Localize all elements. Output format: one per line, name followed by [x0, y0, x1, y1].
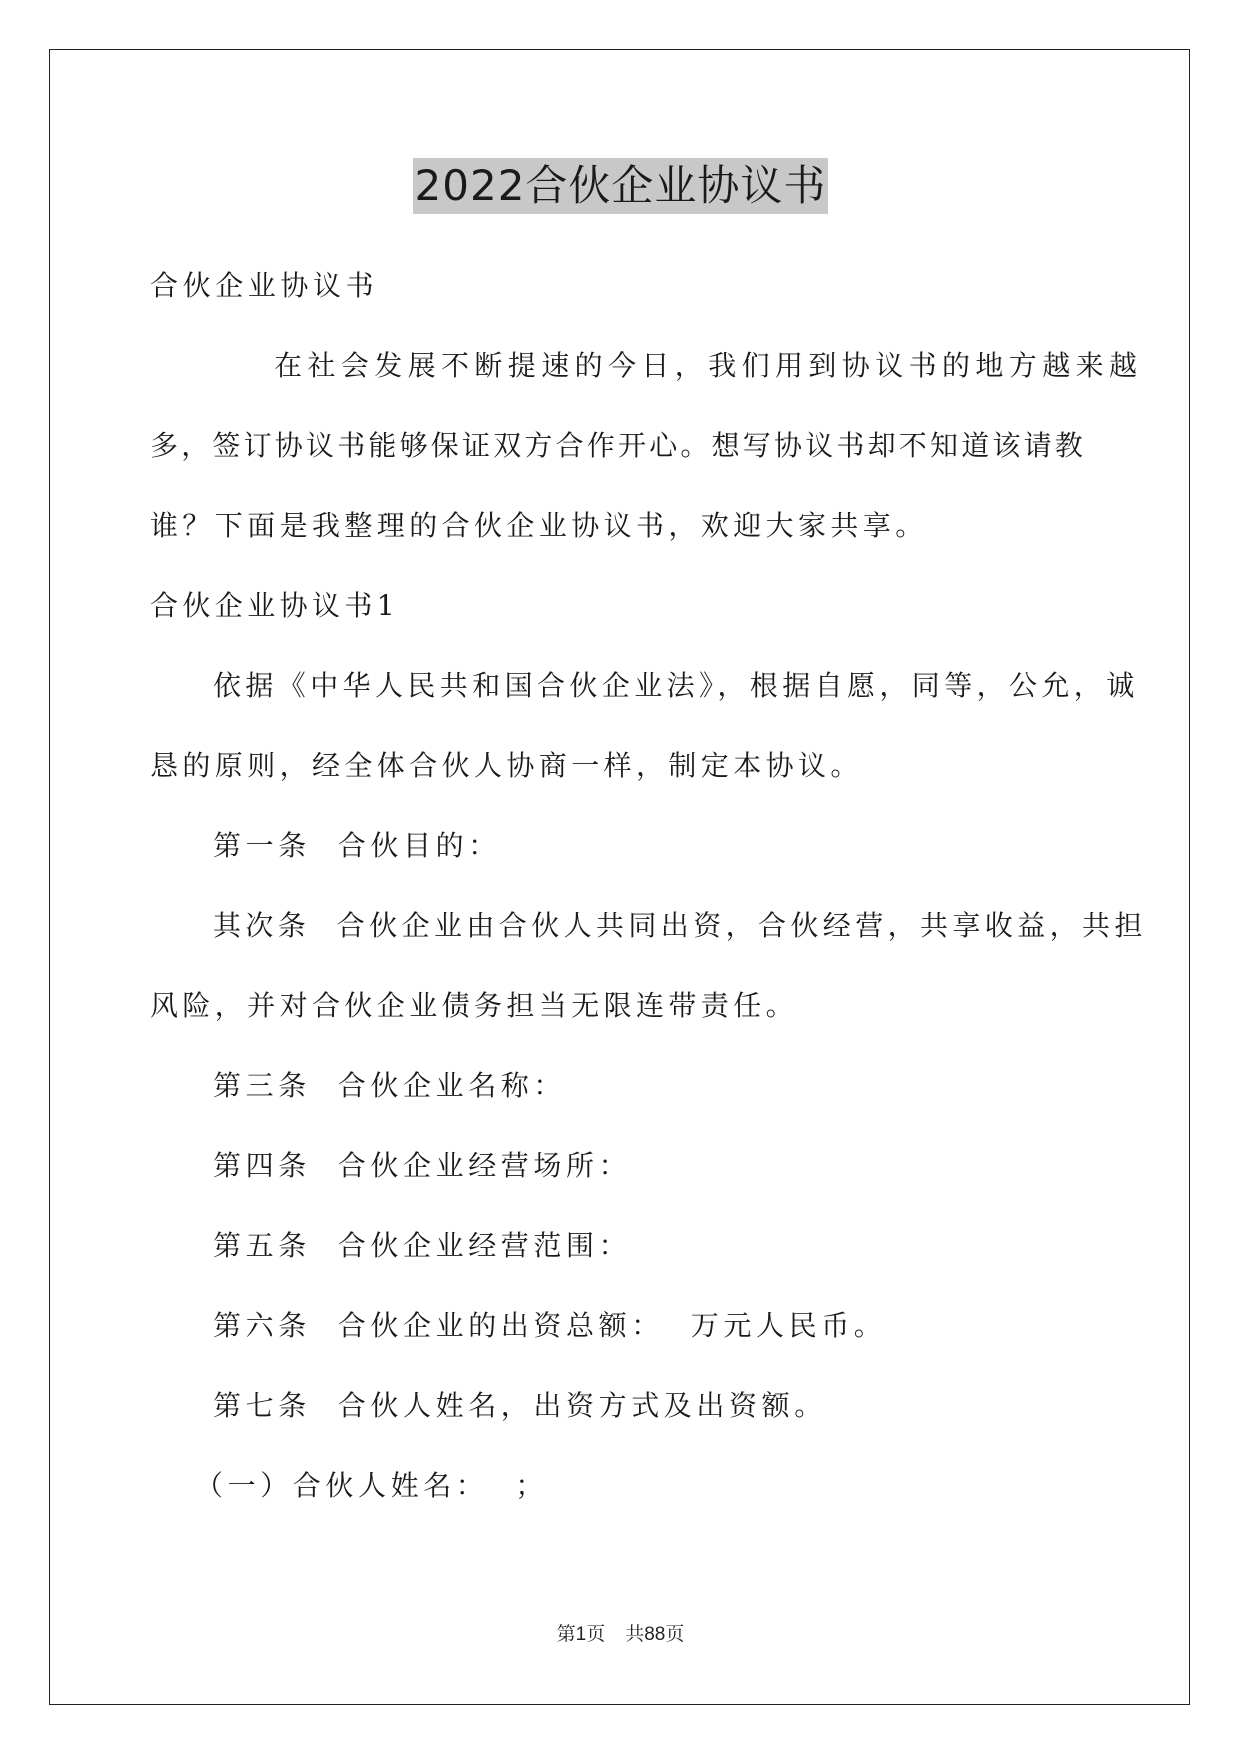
- footer-page-prefix: 第: [556, 1623, 576, 1645]
- title-highlight: 2022合伙企业协议书: [413, 158, 829, 214]
- document-title: [0, 158, 1241, 214]
- article-5: 第五条 合伙企业经营范围：: [213, 1229, 632, 1262]
- page-footer: [0, 1622, 1241, 1647]
- intro-line-3: 谁？下面是我整理的合伙企业协议书，欢迎大家共享。: [150, 509, 928, 542]
- article-2-line-1: 其次条 合伙企业由合伙人共同出资，合伙经营，共享收益，共担: [213, 909, 1147, 942]
- footer-page-suffix: 页: [586, 1623, 606, 1645]
- footer-total-pages: 88: [644, 1624, 666, 1645]
- article-6: 第六条 合伙企业的出资总额： 万元人民币。: [213, 1309, 887, 1342]
- article-2-line-2: 风险，并对合伙企业债务担当无限连带责任。: [150, 989, 799, 1022]
- intro-line-1: 在社会发展不断提速的今日，我们用到协议书的地方越来越: [274, 349, 1143, 382]
- preamble-line-2: 恳的原则，经全体合伙人协商一样，制定本协议。: [150, 749, 863, 782]
- section-heading-1: 合伙企业协议书1: [150, 589, 400, 622]
- document-subtitle: 合伙企业协议书: [150, 269, 379, 302]
- article-7-item-1: （一）合伙人姓名： ；: [195, 1469, 549, 1502]
- article-1: 第一条 合伙目的：: [213, 829, 501, 862]
- intro-line-2: 多，签订协议书能够保证双方合作开心。想写协议书却不知道该请教: [150, 429, 1087, 462]
- article-7: 第七条 合伙人姓名，出资方式及出资额。: [213, 1389, 827, 1422]
- preamble-line-1: 依据《中华人民共和国合伙企业法》，根据自愿，同等，公允，诚: [213, 669, 1139, 702]
- footer-total-suffix: 页: [665, 1623, 685, 1645]
- footer-total-prefix: 共: [625, 1623, 645, 1645]
- footer-page-number: 1: [575, 1624, 587, 1645]
- article-3: 第三条 合伙企业名称：: [213, 1069, 567, 1102]
- article-4: 第四条 合伙企业经营场所：: [213, 1149, 632, 1182]
